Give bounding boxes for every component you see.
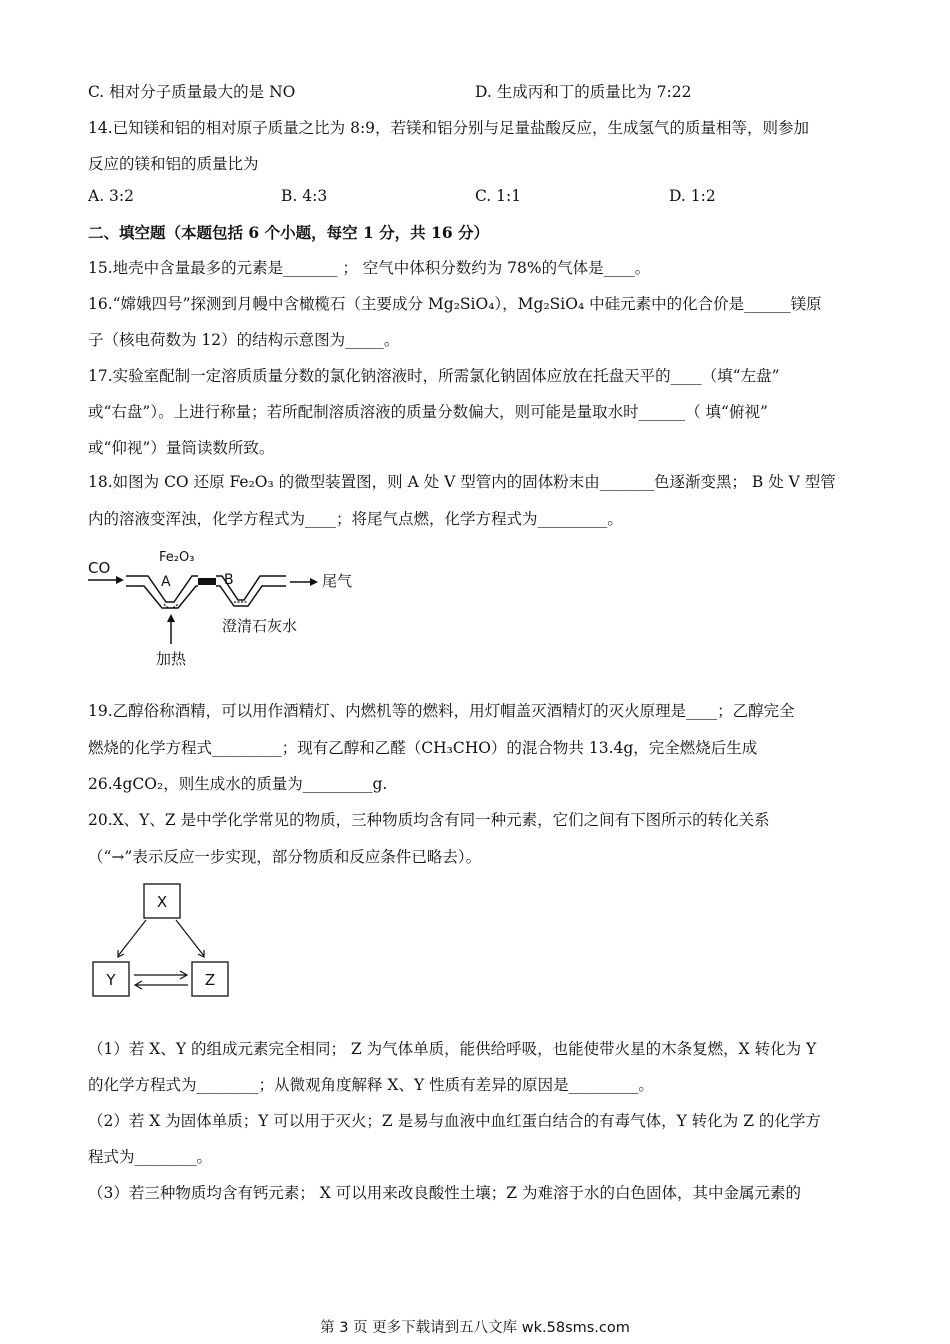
q16-line1: 16.“嫦娥四号”探测到月幔中含橄榄石（主要成分 Mg₂SiO₄），Mg₂SiO₄ 中硅元素中的化合价是______镁原 — [88, 295, 822, 313]
q14-line1: 14.已知镁和铝的相对原子质量之比为 8:9，若镁和铝分别与足量盐酸反应，生成氢气的质量相等，则参加 — [88, 119, 810, 137]
fig-tail-gas-label: 尾气 — [322, 572, 353, 590]
q14-line2: 反应的镁和铝的质量比为 — [88, 155, 259, 173]
co-reduction-apparatus-figure — [86, 542, 376, 672]
q19-line2: 燃烧的化学方程式_________；现有乙醇和乙醛（CH₃CHO）的混合物共 13.4g，完全燃烧后生成 — [88, 739, 758, 757]
q13-option-c: C. 相对分子质量最大的是 NO — [88, 83, 296, 101]
q18-line2: 内的溶液变浑浊，化学方程式为____；将尾气点燃，化学方程式为_________。 — [88, 510, 623, 528]
q14-option-b: B. 4:3 — [281, 187, 328, 205]
tube-connector — [198, 578, 216, 585]
heat-arrow-icon — [167, 614, 175, 644]
fig-fe2o3-label: Fe₂O₃ — [159, 550, 195, 565]
section-heading: 二、填空题（本题包括 6 个小题，每空 1 分，共 16 分） — [88, 223, 490, 242]
q20-line2: （“→”表示反应一步实现，部分物质和反应条件已略去）。 — [88, 848, 482, 866]
label-y: Y — [106, 971, 116, 989]
fig-limewater-label: 澄清石灰水 — [222, 617, 298, 635]
q20-part2-line1: （2）若 X 为固体单质；Y 可以用于灭火；Z 是易与血液中血红蛋白结合的有毒气体，Y 转化为 Z 的化学方 — [88, 1112, 821, 1130]
arrows-icon — [118, 920, 204, 989]
label-z: Z — [204, 971, 216, 989]
q20-part1-line2: 的化学方程式为________；从微观角度解释 X、Y 性质有差异的原因是_________。 — [88, 1076, 654, 1094]
q16-line2: 子（核电荷数为 12）的结构示意图为_____。 — [88, 331, 400, 349]
q13-option-d: D. 生成丙和丁的质量比为 7:22 — [475, 83, 692, 101]
inlet-arrow-icon — [88, 576, 124, 584]
q14-option-a: A. 3:2 — [88, 187, 134, 205]
q20-part1-line1: （1）若 X、Y 的组成元素完全相同； Z 为气体单质，能供给呼吸，也能使带火星的木条复燃，X 转化为 Y — [88, 1040, 817, 1058]
q17-line1: 17.实验室配制一定溶质质量分数的氯化钠溶液时，所需氯化钠固体应放在托盘天平的____（填“左盘” — [88, 367, 780, 385]
q14-option-d: D. 1:2 — [669, 187, 716, 205]
outlet-arrow-icon — [290, 578, 318, 586]
fig-co-label: CO — [88, 559, 111, 577]
q15: 15.地壳中含量最多的元素是_______ ； 空气中体积分数约为 78%的气体是____。 — [88, 259, 651, 277]
q20-part3-line1: （3）若三种物质均含有钙元素； X 可以用来改良酸性土壤；Z 为难溶于水的白色固体，其中金属元素的 — [88, 1184, 801, 1202]
q17-line3: 或“仰视”）量筒读数所致。 — [88, 439, 275, 457]
fig-heat-label: 加热 — [156, 650, 187, 668]
fig-b-label: B — [224, 572, 234, 588]
q14-option-c: C. 1:1 — [475, 187, 522, 205]
fig-a-label: A — [161, 574, 171, 590]
q19-line1: 19.乙醇俗称酒精，可以用作酒精灯、内燃机等的燃料，用灯帽盖灭酒精灯的灭火原理是____；乙醇完全 — [88, 702, 795, 720]
q19-line3: 26.4gCO₂，则生成水的质量为_________g. — [88, 775, 388, 793]
q17-line2: 或“右盘”）。上进行称量；若所配制溶质溶液的质量分数偏大，则可能是量取水时______（ 填“俯视” — [88, 403, 768, 421]
page-footer: 第 3 页 更多下载请到五八文库 wk.58sms.com — [320, 1320, 630, 1336]
label-x: X — [156, 893, 168, 911]
xyz-conversion-diagram — [90, 880, 240, 1002]
q20-part2-line2: 程式为________。 — [88, 1148, 213, 1166]
q20-line1: 20.X、Y、Z 是中学化学常见的物质，三种物质均含有同一种元素，它们之间有下图所示的转化关系 — [88, 811, 770, 829]
q18-line1: 18.如图为 CO 还原 Fe₂O₃ 的微型装置图，则 A 处 V 型管内的固体粉末由_______色逐渐变黑； B 处 V 型管 — [88, 473, 836, 491]
